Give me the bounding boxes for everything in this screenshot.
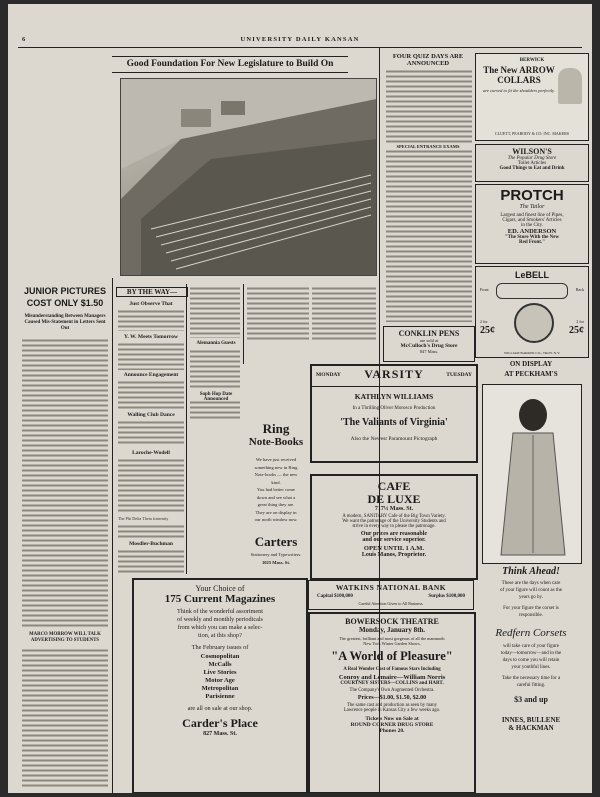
proctor-name: PROTCH	[500, 187, 564, 204]
watkins-surplus: Surplus $100,000	[428, 594, 465, 599]
arrow-product: The New ARROW COLLARS	[483, 65, 555, 85]
lebell-back: Back	[575, 287, 584, 292]
peckhams-line-1: ON DISPLAY	[509, 360, 553, 368]
conklin-title: CONKLIN PENS	[398, 329, 460, 338]
corset-store-1: INNES, BULLENE	[501, 716, 561, 724]
masthead	[8, 36, 592, 43]
stadium-photo-image	[121, 79, 376, 275]
junior-title-2: COST ONLY $1.50	[26, 298, 104, 308]
think-body2-2: today—tomorrow—and in the	[500, 651, 562, 656]
lebell-right-top: 2 for	[576, 319, 584, 324]
conklin-store: McCulloch's Drug Store	[400, 343, 458, 349]
conklin-pens-ad	[383, 326, 475, 362]
bowersock-intro-1: The greatest, brilliant and most gorgeous of all the mammoth	[339, 636, 445, 641]
story-laroche: Laroche-Wodell	[132, 450, 170, 456]
bowersock-stars-2: COURTNEY SISTERS—COLLINS and HART.	[340, 681, 444, 686]
bowersock-note-2: Lawrence people in Kansas City a few weeks ago.	[343, 708, 441, 713]
redfern-brand: Redfern Corsets	[495, 627, 567, 639]
carters-sub1: Stationery and Typewriters.	[250, 552, 302, 557]
varsity-star: KATHLYN WILLIAMS	[354, 392, 434, 401]
story-col4-text	[247, 286, 309, 340]
ring-body-9: our north window now.	[254, 517, 298, 522]
bowersock-show: "A World of Pleasure"	[331, 649, 453, 663]
story-alemannia-text	[190, 349, 240, 389]
lebell-name: LeBELL	[514, 270, 549, 280]
proctor-sub: The Tailor	[519, 204, 545, 210]
ring-body-1: We have just received	[255, 457, 297, 462]
conklin-sub: are sold at	[419, 338, 439, 343]
magazines-title: 175 Current Magazines	[164, 593, 276, 605]
lebell-left-price: 25¢	[480, 325, 495, 336]
varsity-ad	[310, 364, 478, 463]
proctor-line-1: Largest and finest line of Pipes,	[500, 213, 564, 218]
conklin-address: 847 Mass.	[419, 349, 439, 354]
magazines-body-4: tion, at this shop?	[198, 632, 242, 639]
cafe-hours: OPEN UNTIL 1 A.M.	[363, 545, 425, 552]
story-announce: Announce Engagement	[123, 372, 179, 378]
page-number: 6	[22, 36, 27, 43]
magazine-1: Cosmopolitan	[200, 653, 240, 660]
haworth-text	[386, 254, 472, 322]
magazines-body-1: Think of the wonderful assortment	[177, 608, 263, 615]
proctor-line-2: Cigars, and Smokers' Articles	[502, 218, 562, 223]
cafe-ad	[310, 474, 478, 580]
junior-title-1: JUNIOR PICTURES	[23, 286, 106, 296]
story-announce-text	[118, 380, 184, 410]
ring-body-8: They are on display in	[255, 509, 297, 515]
ring-body-6: down and see what a	[256, 494, 296, 500]
bowersock-prices: Prices—$1.00, $1.50, $2.00	[357, 695, 427, 701]
carders-name: Carder's Place	[182, 716, 258, 730]
column-rule-3	[243, 284, 244, 364]
bowersock-intro-2: New York Winter Garden Shows.	[363, 641, 421, 646]
think-body-5: responsible.	[518, 613, 544, 618]
ring-title-2: Note-Books	[248, 436, 304, 448]
arrow-tagline: are curved to fit the shoulders perfectly.	[483, 88, 555, 93]
collar-man-illustration	[558, 68, 582, 104]
proctor-ad	[475, 184, 589, 264]
corset-ad	[475, 564, 587, 792]
cafe-line-1: A modern, SANITARY Cafe of the Big Town Variety.	[342, 514, 446, 519]
story-laroche-text	[118, 458, 184, 514]
varsity-film: 'The Valiants of Virginia'	[340, 417, 448, 428]
exams-title: FOUR QUIZ DAYS ARE ANNOUNCED	[392, 53, 464, 67]
cafe-title-1: CAFE	[377, 479, 411, 493]
bowersock-tickets-1: Tickets Now on Sale at	[365, 716, 419, 722]
proctor-line-3: in the City.	[520, 223, 544, 228]
story-ym-text	[118, 342, 184, 370]
newspaper-page	[8, 4, 592, 793]
story-soph: Soph Hop Date	[199, 392, 233, 397]
cafe-line-2: We want the patronage of the University Students and	[342, 519, 446, 524]
barker-dog-logo	[514, 303, 554, 343]
marco-morrow-head: MARCO MORROW WILL TALK ADVERTISING TO STUDENTS	[29, 632, 101, 643]
bowersock-orchestra: The Company's Own Augmented Orchestra.	[349, 688, 435, 693]
wilsons-sub3: Good Things to Eat and Drink	[499, 166, 565, 171]
magazines-line1: Your Choice of	[195, 584, 245, 593]
cafe-line-5: and our service superior.	[362, 537, 426, 543]
bowersock-tickets-2: ROUND CORNER DRUG STORE	[350, 722, 434, 728]
think-body-3: years go by.	[519, 595, 543, 600]
woman-coat-illustration	[483, 385, 581, 563]
varsity-day-right: TUESDAY	[446, 372, 472, 378]
think-title: Think Ahead!	[502, 566, 560, 577]
proctor-slogan-2: Red Front."	[518, 240, 545, 245]
story-col5-text	[312, 286, 376, 340]
ring-title-1: Ring	[262, 422, 290, 436]
think-body2-5: Take the necessary time for a	[501, 676, 561, 681]
magazine-3: Live Stories	[203, 669, 237, 676]
story-women: Just Observe That	[129, 301, 173, 307]
magazine-5: Metropolitan	[201, 685, 239, 692]
watkins-capital: Capital $100,000	[317, 594, 353, 599]
carters-name: Carters	[254, 534, 298, 549]
column-rule-2	[186, 284, 187, 574]
junior-text	[22, 338, 108, 628]
arrow-maker: CLUETT, PEABODY & CO. INC. MAKERS	[494, 131, 569, 136]
magazines-body-2: of weekly and monthly periodicals	[177, 616, 263, 623]
story-moseley: Mosdler-Buchman	[129, 541, 173, 547]
story-delta-text	[118, 524, 184, 538]
masthead-rule	[18, 47, 582, 48]
think-body2-4: your youthful lines.	[511, 665, 551, 670]
story-women-text	[118, 309, 184, 331]
think-body-1: These are the days when care	[501, 581, 561, 586]
corset-price: $3 and up	[514, 695, 548, 704]
watkins-bank-ad	[308, 580, 474, 610]
story-moseley-text	[118, 549, 184, 573]
story-walling-text	[118, 420, 184, 446]
story-col3-text	[190, 286, 240, 338]
cafe-address: 717½ Mass. St.	[374, 506, 414, 512]
lebell-collar-ad	[475, 266, 589, 358]
story-alemannia: Alemannia Guests	[196, 341, 236, 346]
magazines-ad	[132, 578, 308, 793]
varsity-line2: Also the Newest Paramount Pictograph	[350, 436, 438, 442]
by-the-way-title: BY THE WAY—	[116, 287, 188, 297]
cafe-line-3: strive in every way to please the patronage.	[352, 524, 436, 529]
magazine-6: Parisienne	[205, 693, 235, 700]
wilsons-sub1: The Popular Drug Store	[507, 156, 557, 161]
cafe-line-4: Our prices are reasonable	[360, 531, 428, 537]
arrow-collar-ad	[475, 53, 589, 141]
proctor-slogan-1: "The Store With the New	[504, 235, 560, 240]
peckhams-line-2: AT PECKHAM'S	[504, 370, 558, 378]
think-body2-6: careful fitting.	[516, 683, 546, 688]
magazine-4: Motor Age	[205, 677, 235, 684]
ring-body-5: You had better come	[257, 487, 295, 492]
junior-subhead: Misunderstanding Between Managers Caused Mis-Statement in Letters Sent Out	[24, 314, 106, 331]
bowersock-cast-head: A Real Wonder Cast of Famous Stars Including	[343, 667, 441, 672]
ring-body-2: something new in Ring	[254, 464, 298, 470]
ring-body	[244, 456, 308, 524]
paper-title: UNIVERSITY DAILY KANSAN	[240, 36, 360, 43]
carters-sub2: 1025 Mass. St.	[261, 560, 291, 565]
varsity-day-left: MONDAY	[316, 372, 341, 378]
lebell-front: Front	[480, 287, 489, 292]
cafe-owner: Louis Manos, Proprietor.	[361, 552, 427, 558]
special-exams-head: SPECIAL ENTRANCE EXAMS	[383, 144, 473, 149]
varsity-name: VARSITY	[364, 367, 424, 381]
magazines-body-3: from which you can make a selec-	[177, 624, 263, 631]
collar-illustration	[496, 283, 568, 299]
lebell-left-top: 2 for	[480, 319, 488, 324]
varsity-line1: In a Thrilling Oliver Morosco Production	[352, 406, 436, 411]
carders-address: 827 Mass. St.	[203, 731, 237, 737]
wilsons-sub2: Toilet Articles	[517, 161, 547, 166]
cafe-title-2: DE LUXE	[367, 492, 421, 506]
magazine-2: McCalls	[208, 661, 232, 668]
headline: Good Foundation For New Legislature to Build On	[126, 59, 334, 69]
think-body2-3: days to come you will retain	[502, 658, 560, 663]
bowersock-note-1: The same cast and production as seen by many	[346, 703, 438, 708]
think-body2-1: will take care of your figure	[503, 644, 559, 649]
corset-store-2: & HACKMAN	[508, 724, 554, 732]
headline-rule-bottom	[112, 72, 348, 73]
proctor-owner: ED. ANDERSON	[507, 228, 557, 235]
bowersock-ad	[308, 612, 476, 793]
bowersock-phone: Phones 20.	[379, 728, 405, 734]
think-body-4: For your figure the corset is	[503, 606, 559, 611]
watkins-note: Careful Attention Given to All Business.	[358, 601, 424, 606]
stadium-photo	[120, 78, 377, 276]
lebell-right-price: 25¢	[569, 325, 584, 336]
watkins-name: WATKINS NATIONAL BANK	[335, 583, 447, 592]
wilsons-name: WILSON'S	[512, 147, 552, 156]
magazines-feb: The February issues of	[191, 644, 249, 651]
peckhams-illustration	[482, 384, 582, 564]
ring-body-4: kind.	[271, 479, 281, 485]
story-walling: Walling Club Dance	[127, 412, 175, 418]
lebell-maker: WILLIAM BARKER CO., TROY, N.Y.	[503, 351, 561, 355]
bowersock-date: Monday, January 8th.	[358, 626, 426, 634]
story-delta: The Phi Delta Theta fraternity	[118, 516, 169, 521]
story-soph-text	[190, 400, 240, 420]
column-rule-1	[112, 278, 113, 793]
bowersock-stars: Conroy and Lemaire—William Norris	[338, 674, 446, 681]
ring-body-3: Note-books — the new	[254, 472, 298, 477]
arrow-brand: BERWICK	[519, 58, 545, 63]
wilsons-ad	[475, 144, 589, 182]
ring-body-7: great thing they are.	[257, 502, 295, 507]
headline-rule-top	[112, 56, 348, 57]
story-ym: Y. W. Meets Tomorrow	[124, 334, 178, 340]
bowersock-title: BOWERSOCK THEATRE	[345, 617, 439, 626]
think-body-2: of your figure will count as the	[500, 588, 562, 593]
magazines-sale: are all on sale at our shop.	[187, 705, 253, 712]
marco-morrow-text	[22, 648, 108, 788]
